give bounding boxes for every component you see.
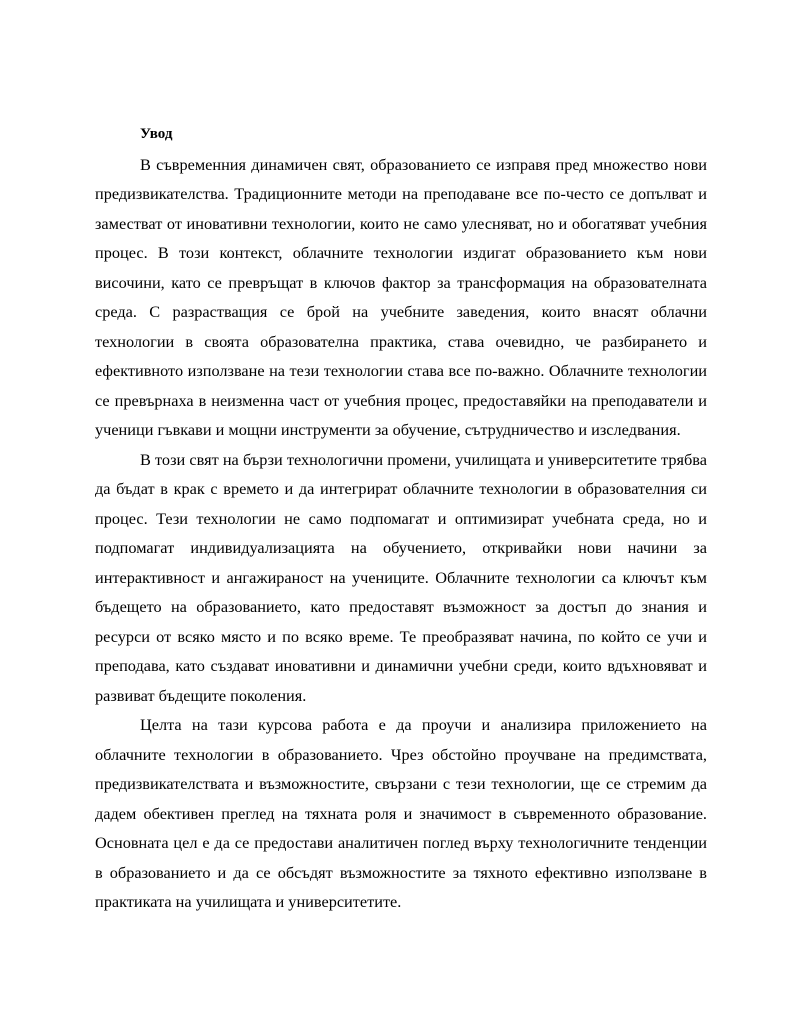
paragraph-2: В този свят на бързи технологични промени, училищата и университетите трябва да бъдат в крак с времето и да интегрират облачните технологии в образователния си процес. Тези технологии не само подпомагат и оптимизират учебната среда, но и подпомагат индивидуализацията на обучението, откривайки нови начини за интерактивност и ангажираност на учениците. Облачните технологии са ключът към бъдещето на образованието, като предоставят възможност за достъп до знания и ресурси от всяко място и по всяко време. Те преобразяват начина, по който се учи и преподава, като създават иновативни и динамични учебни среди, които вдъхновяват и развиват бъдещите поколения. [95,449,707,705]
paragraph-1: В съвременния динамичен свят, образованието се изправя пред множество нови предизвикателства. Традиционните методи на преподаване все по-често се допълват и заместват от иновативни технологии, които не само улесняват, но и обогатяват учебния процес. В този контекст, облачните технологии издигат образованието към нови височини, като се превръщат в ключов фактор за трансформация на образователната среда. С разрастващия се брой на учебните заведения, които внасят облачни технологии в своята образователна практика, става очевидно, че разбирането и ефективното използване на тези технологии става все по-важно. Облачните технологии се превърнаха в неизменна част от учебния процес, предоставяйки на преподаватели и ученици гъвкави и мощни инструменти за обучение, сътрудничество и изследвания. [95,154,707,439]
paragraph-3: Целта на тази курсова работа е да проучи и анализира приложението на облачните технологии в образованието. Чрез обстойно проучване на предимствата, предизвикателствата и възможностите, свързани с тези технологии, ще се стремим да дадем обективен преглед на тяхната роля и значимост в съвременното образование. Основната цел е да се предостави аналитичен поглед върху технологичните тенденции в образованието и да се обсъдят възможностите за тяхното ефективно използване в практиката на училищата и университетите. [95,715,707,911]
section-heading: Увод [140,126,173,142]
document-body [95,120,707,917]
